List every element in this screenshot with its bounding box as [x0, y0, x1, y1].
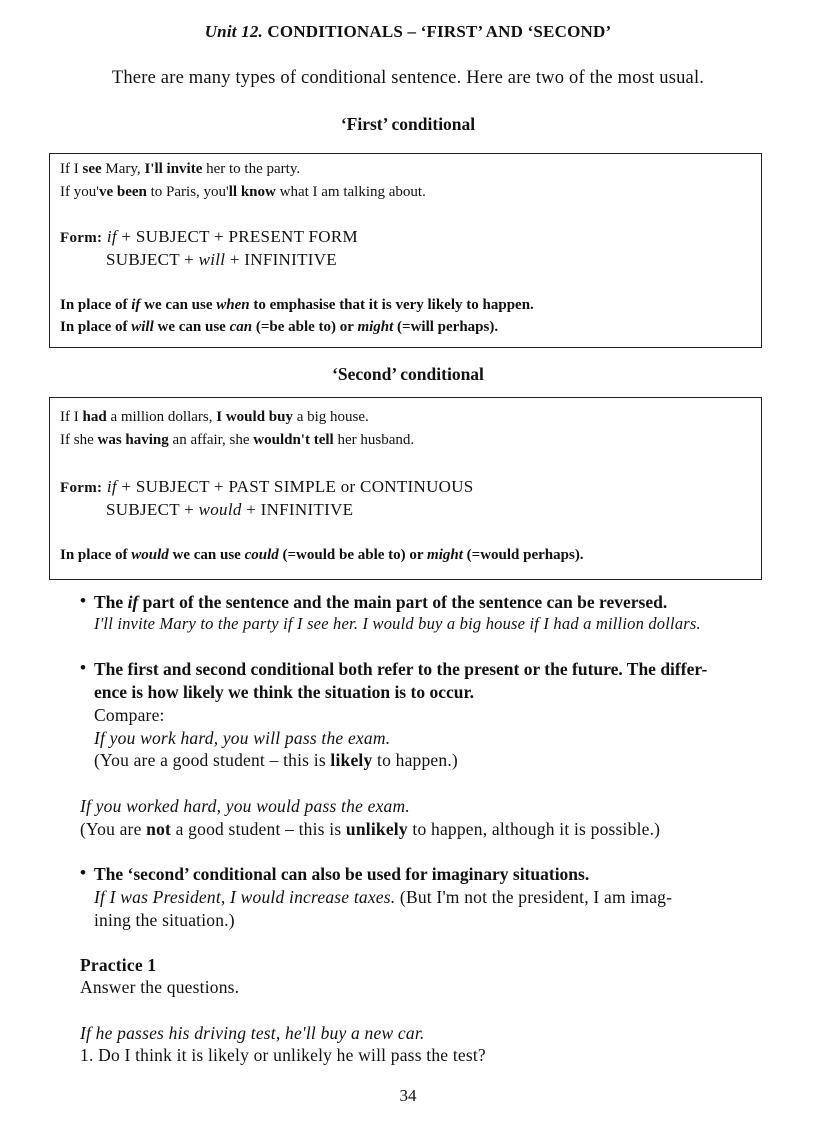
bullet-2-example-1: If you work hard, you will pass the exam. — [94, 728, 391, 748]
first-note-1: In place of if we can use when to emphasise that it is very likely to happen. — [60, 297, 534, 313]
second-example-2: If she was having an affair, she wouldn't tell her husband. — [60, 432, 415, 448]
bullet-2-compare: Compare: — [94, 705, 165, 725]
first-form-line-2: SUBJECT + will + INFINITIVE — [106, 250, 337, 269]
second-form-line-2: SUBJECT + would + INFINITIVE — [106, 500, 354, 519]
practice-sentence: If he passes his driving test, he'll buy a new car. — [80, 1023, 425, 1043]
bullet-3-heading: The ‘second’ conditional can also be used for imaginary situations. — [94, 864, 590, 884]
bullet-2-example-2: If you worked hard, you would pass the exam. — [80, 796, 410, 816]
second-form-line-1: Form: if + SUBJECT + PAST SIMPLE or CONTINUOUS — [60, 477, 474, 496]
intro-text: There are many types of conditional sentence. Here are two of the most usual. — [111, 68, 705, 88]
bullet-1-heading: The if part of the sentence and the main part of the sentence can be reversed. — [94, 592, 668, 612]
bullet-3-dot: • — [80, 863, 86, 882]
second-note-1: In place of would we can use could (=would be able to) or might (=would perhaps). — [60, 547, 584, 563]
first-conditional-heading: ‘First’ conditional — [340, 114, 476, 134]
first-note-2: In place of will we can use can (=be able to) or might (=will perhaps). — [60, 319, 499, 335]
first-example-2: If you've been to Paris, you'll know what I am talking about. — [60, 184, 426, 200]
bullet-2-heading-line-2: ence is how likely we think the situation is to occur. — [94, 682, 474, 702]
first-example-1: If I see Mary, I'll invite her to the party. — [60, 161, 301, 177]
bullet-2-example-1-note: (You are a good student – this is likely to happen.) — [94, 750, 458, 770]
first-conditional-box — [49, 153, 762, 348]
second-conditional-box — [49, 397, 762, 580]
practice-question-1: 1. Do I think it is likely or unlikely he will pass the test? — [80, 1045, 486, 1065]
page-number: 34 — [399, 1086, 417, 1105]
bullet-2-dot: • — [80, 658, 86, 677]
bullet-2-heading-line-1: The first and second conditional both refer to the present or the future. The differ- — [94, 659, 708, 679]
first-form-line-1: Form: if + SUBJECT + PRESENT FORM — [60, 227, 358, 246]
unit-title: Unit 12. CONDITIONALS – ‘FIRST’ AND ‘SECOND’ — [204, 22, 612, 41]
bullet-1-dot: • — [80, 591, 86, 610]
bullet-3-example: If I was President, I would increase taxes. (But I'm not the president, I am imag- — [94, 887, 673, 907]
practice-title: Practice 1 — [80, 955, 157, 975]
bullet-2-example-2-note: (You are not a good student – this is unlikely to happen, although it is possible.) — [80, 819, 661, 839]
bullet-3-example-line-2: ining the situation.) — [94, 910, 235, 930]
practice-instruction: Answer the questions. — [80, 977, 240, 997]
second-example-1: If I had a million dollars, I would buy a big house. — [60, 409, 369, 425]
second-conditional-heading: ‘Second’ conditional — [332, 364, 484, 384]
bullet-1-example: I'll invite Mary to the party if I see her. I would buy a big house if I had a million dollars. — [94, 614, 701, 633]
